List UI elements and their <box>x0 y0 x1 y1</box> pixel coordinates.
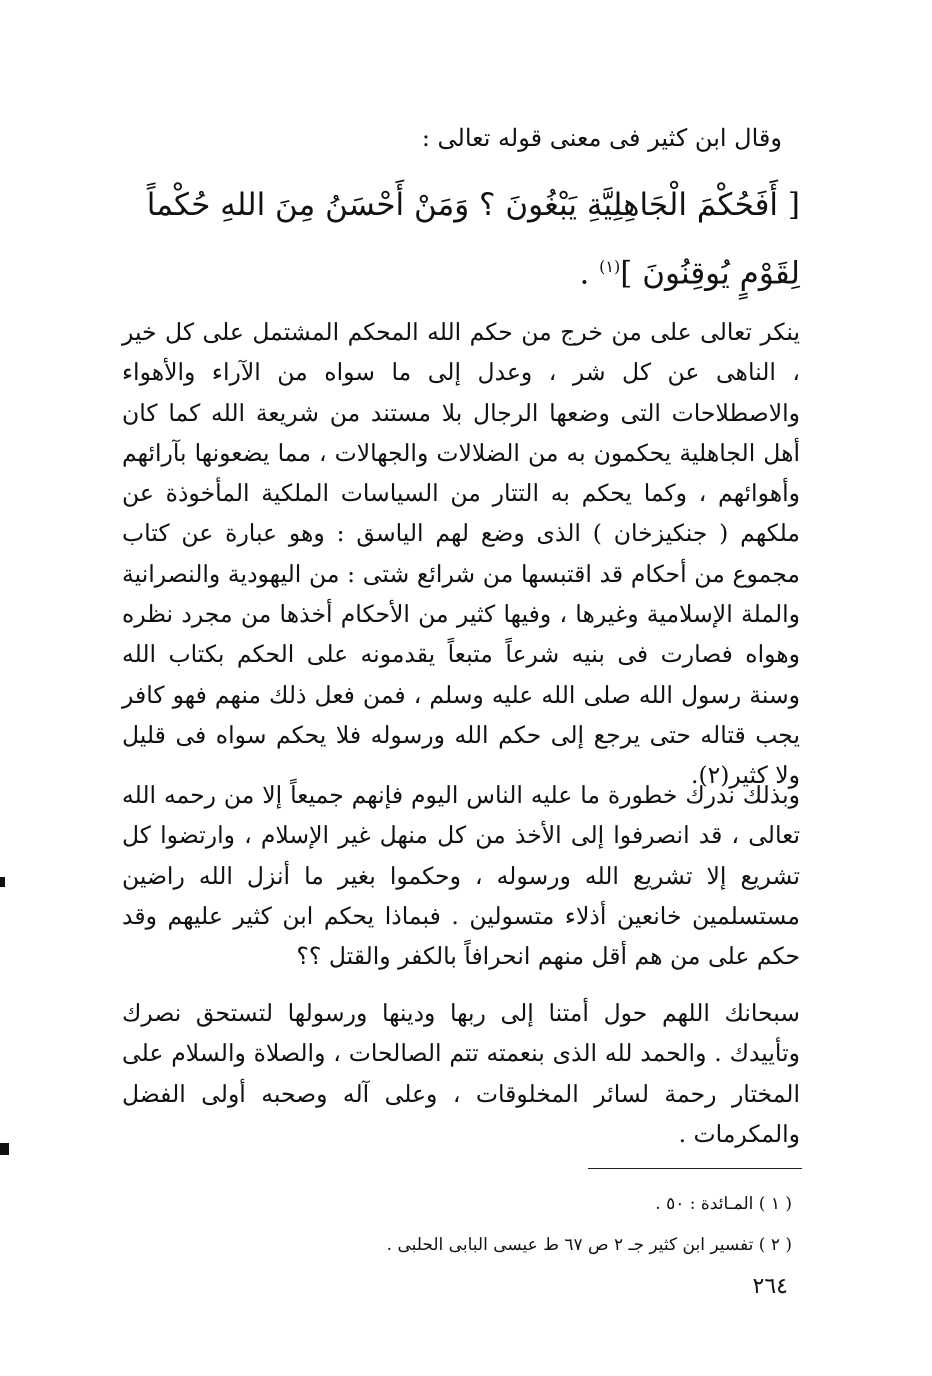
footnote-1: ( ١ ) المـائدة : ٥٠ . <box>655 1194 792 1214</box>
verse-end: . <box>579 255 600 292</box>
verse-line-1: [ أَفَحُكْمَ الْجَاهِلِيَّةِ يَبْغُونَ ؟ وَمَنْ أَحْسَنُ مِنَ اللهِ حُكْماً <box>146 187 800 223</box>
verse-line-2 <box>120 236 800 304</box>
intro-line: وقال ابن كثير فى معنى قوله تعالى : <box>421 124 782 152</box>
footnote-divider <box>588 1168 802 1169</box>
paragraph-2: وبذلك ندرك خطورة ما عليه الناس اليوم فإنهم جميعاً إلا من رحمه الله تعالى ، قد انصرفوا إلى الأخذ من كل منهل غير الإسلام ، وارتضوا كل تشريع إلا تشريع الله ورسوله ، وحكموا بغير ما أنزل الله راضين مستسلمين خانعين أذلاء متسولين . فبماذا يحكم ابن كثير عليهم وقد حكم على من هم أقل منهم انحرافاً بالكفر والقتل ؟؟ <box>122 781 800 971</box>
paragraph-3: سبحانك اللهم حول أمتنا إلى ربها ودينها ورسولها لتستحق نصرك وتأييدك . والحمد لله الذى بنعمته تتم الصالحات ، والصلاة والسلام على المختار رحمة لسائر المخلوقات ، وعلى آله وصحبه أولى الفضل والمكرمات . <box>122 999 800 1148</box>
scan-mark <box>0 1143 9 1155</box>
footnote-2: ( ٢ ) تفسير ابن كثير جـ ٢ ص ٦٧ ط عيسى البابى الحلبى . <box>386 1235 792 1255</box>
paragraph-1: ينكر تعالى على من خرج من حكم الله المحكم المشتمل على كل خير ، الناهى عن كل شر ، وعدل إلى ما سواه من الآراء والأهواء والاصطلاحات التى وضعها الرجال بلا مستند من شريعة الله كما كان أهل الجاهلية يحكمون به من الضلالات والجهالات ، مما يضعونها بآرائهم وأهوائهم ، وكما يحكم به التتار من السياسات الملكية المأخوذة عن ملكهم ( جنكيزخان ) الذى وضع لهم الياسق : وهو عبارة عن كتاب مجموع من أحكام قد اقتبسها من شرائع شتى : من اليهودية والنصرانية والملة الإسلامية وغيرها ، وفيها كثير من الأحكام أخذها من مجرد نظره وهواه فصارت فى بنيه شرعاً متبعاً يقدمونه على الحكم بكتاب الله وسنة رسول الله صلى الله عليه وسلم ، فمن فعل ذلك منهم فهو كافر يجب قتاله حتى يرجع إلى حكم الله ورسوله فلا يحكم سواه فى قليل ولا كثير(٢). <box>122 318 800 790</box>
footnote-ref-1: (١) <box>599 257 621 276</box>
quran-verse <box>120 174 800 304</box>
scan-mark <box>0 877 5 887</box>
page-number: ٢٦٤ <box>752 1274 788 1299</box>
verse-line-2-text: لِقَوْمٍ يُوقِنُونَ ] <box>620 255 800 292</box>
